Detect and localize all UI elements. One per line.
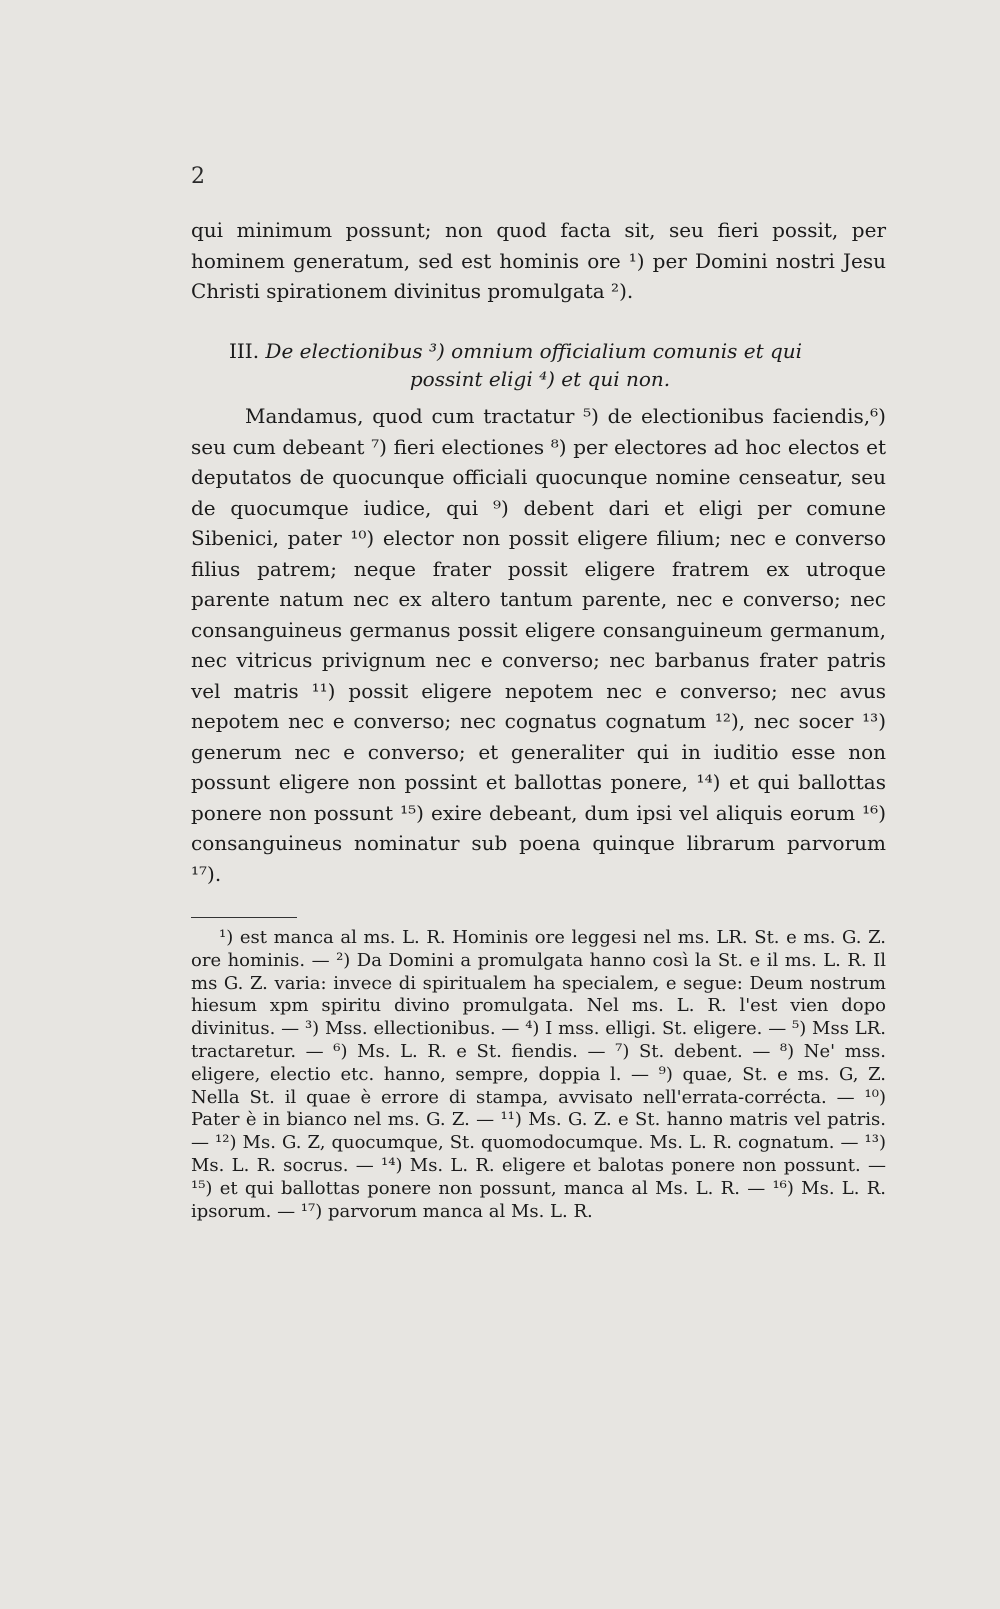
footnote-separator [191,917,297,918]
section-heading [215,337,905,393]
section-title-line1: De electionibus ³) omnium officialium comunis et qui [265,339,803,363]
section-title-line2: possint eligi ⁴) et qui non. [409,367,671,391]
section-number: III. [229,339,260,363]
section-heading-line1 [215,337,905,365]
intro-paragraph-block [191,215,886,307]
footnotes-text: ¹) est manca al ms. L. R. Hominis ore leggesi nel ms. LR. St. e ms. G. Z. ore hominis. — ²) Da Domini a promulgata hanno così la St. e il ms. L. R. Il ms G. Z. varia: invece di spiritualem ha specialem, e segue: Deum nostrum hiesum xpm spiritu divino promulgata. Nel ms. L. R. l'est vien dopo divinitus. — ³) Mss. ellectionibus. — ⁴) I mss. elligi. St. eligere. — ⁵) Mss LR. tractaretur. — ⁶) Ms. L. R. e St. fiendis. — ⁷) St. debent. — ⁸) Ne' mss. eligere, electio etc. hanno, sempre, doppia l. — ⁹) quae, St. e ms. G, Z. Nella St. il quae è errore di stampa, avvisato nell'errata-corrécta. — ¹⁰) Pater è in bianco nel ms. G. Z. — ¹¹) Ms. G. Z. e St. hanno matris vel patris. — ¹²) Ms. G. Z, quocumque, St. quomodocumque. Ms. L. R. cognatum. — ¹³) Ms. L. R. socrus. — ¹⁴) Ms. L. R. eligere et balotas ponere non possunt. — ¹⁵) et qui ballottas ponere non possunt, manca al Ms. L. R. — ¹⁶) Ms. L. R. ipsorum. — ¹⁷) parvorum manca al Ms. L. R. [191,927,886,1222]
footnotes-block [191,927,886,1223]
main-paragraph: Mandamus, quod cum tractatur ⁵) de electionibus faciendis,⁶) seu cum debeant ⁷) fieri electiones ⁸) per electores ad hoc electos et deputatos de quocunque officiali quocunque nomine censeatur, seu de quocumque iudice, qui ⁹) debent dari et eligi per comune Sibenici, pater ¹⁰) elector non possit eligere filium; nec e converso filius patrem; neque frater possit eligere fratrem ex utroque parente natum nec ex altero tantum parente, nec e converso; nec consanguineus germanus possit eligere consanguineum germanum, nec vitricus privignum nec e converso; nec barbanus frater patris vel matris ¹¹) possit eligere nepotem nec e converso; nec avus nepotem nec e converso; nec cognatus cognatum ¹²), nec socer ¹³) generum nec e converso; et generaliter qui in iuditio esse non possunt eligere non possint et ballottas ponere, ¹⁴) et qui ballottas ponere non possunt ¹⁵) exire debeant, dum ipsi vel aliquis eorum ¹⁶) consanguineus nominatur sub poena quinque librarum parvorum ¹⁷). [191,404,886,886]
page-number: 2 [191,164,205,189]
main-paragraph-block [191,401,886,889]
intro-paragraph: qui minimum possunt; non quod facta sit, seu fieri possit, per hominem generatum, sed est hominis ore ¹) per Domini nostri Jesu Christi spirationem divinitus promulgata ²). [191,218,886,303]
